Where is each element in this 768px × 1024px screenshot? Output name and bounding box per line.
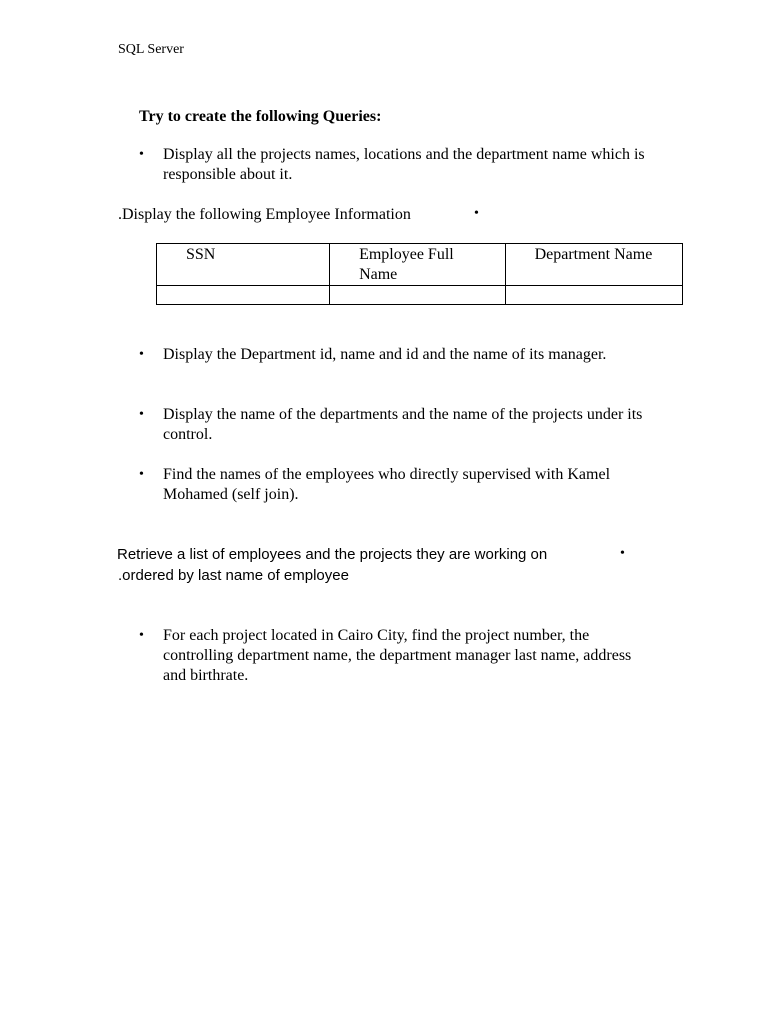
section-heading: Try to create the following Queries: [139, 108, 382, 125]
list-item-text: .Display the following Employee Information [118, 206, 411, 223]
list-item-text: .ordered by last name of employee [118, 567, 349, 584]
bullet-icon: • [139, 628, 144, 643]
table-header-cell [505, 244, 682, 286]
table-header-cell [157, 244, 330, 286]
bullet-icon: • [620, 546, 625, 561]
bullet-icon: • [139, 467, 144, 482]
table-header-row [157, 244, 683, 286]
list-item [139, 345, 633, 365]
header-ssn: SSN [186, 246, 216, 263]
table-header-cell [330, 244, 506, 286]
list-item-text: Display the Department id, name and id and the name of its manager. [163, 346, 607, 363]
list-item [139, 405, 653, 445]
bullet-icon: • [139, 407, 144, 422]
table-cell [505, 286, 682, 305]
list-item-text: Display all the projects names, locations and the department name which is responsible about it. [163, 146, 645, 183]
list-item-text: Display the name of the departments and the name of the projects under its control. [163, 406, 643, 443]
employee-info-table [156, 243, 683, 305]
bullet-icon: • [139, 147, 144, 162]
bullet-icon: • [474, 206, 479, 221]
list-item-text: Retrieve a list of employees and the projects they are working on [117, 546, 548, 563]
list-item-text: Find the names of the employees who directly supervised with Kamel Mohamed (self join). [163, 466, 611, 503]
table-row [157, 286, 683, 305]
list-item [139, 465, 653, 505]
table-cell [330, 286, 506, 305]
table-cell [157, 286, 330, 305]
list-item-text: For each project located in Cairo City, find the project number, the controlling department name, the department manager last name, address and birthrate. [163, 627, 632, 684]
list-item [139, 145, 653, 185]
list-item [139, 626, 658, 686]
bullet-icon: • [139, 347, 144, 362]
header-department-name: Department Name [534, 246, 653, 263]
header-employee-full-name: Employee Full Name [359, 246, 454, 283]
document-header: SQL Server [118, 42, 184, 57]
